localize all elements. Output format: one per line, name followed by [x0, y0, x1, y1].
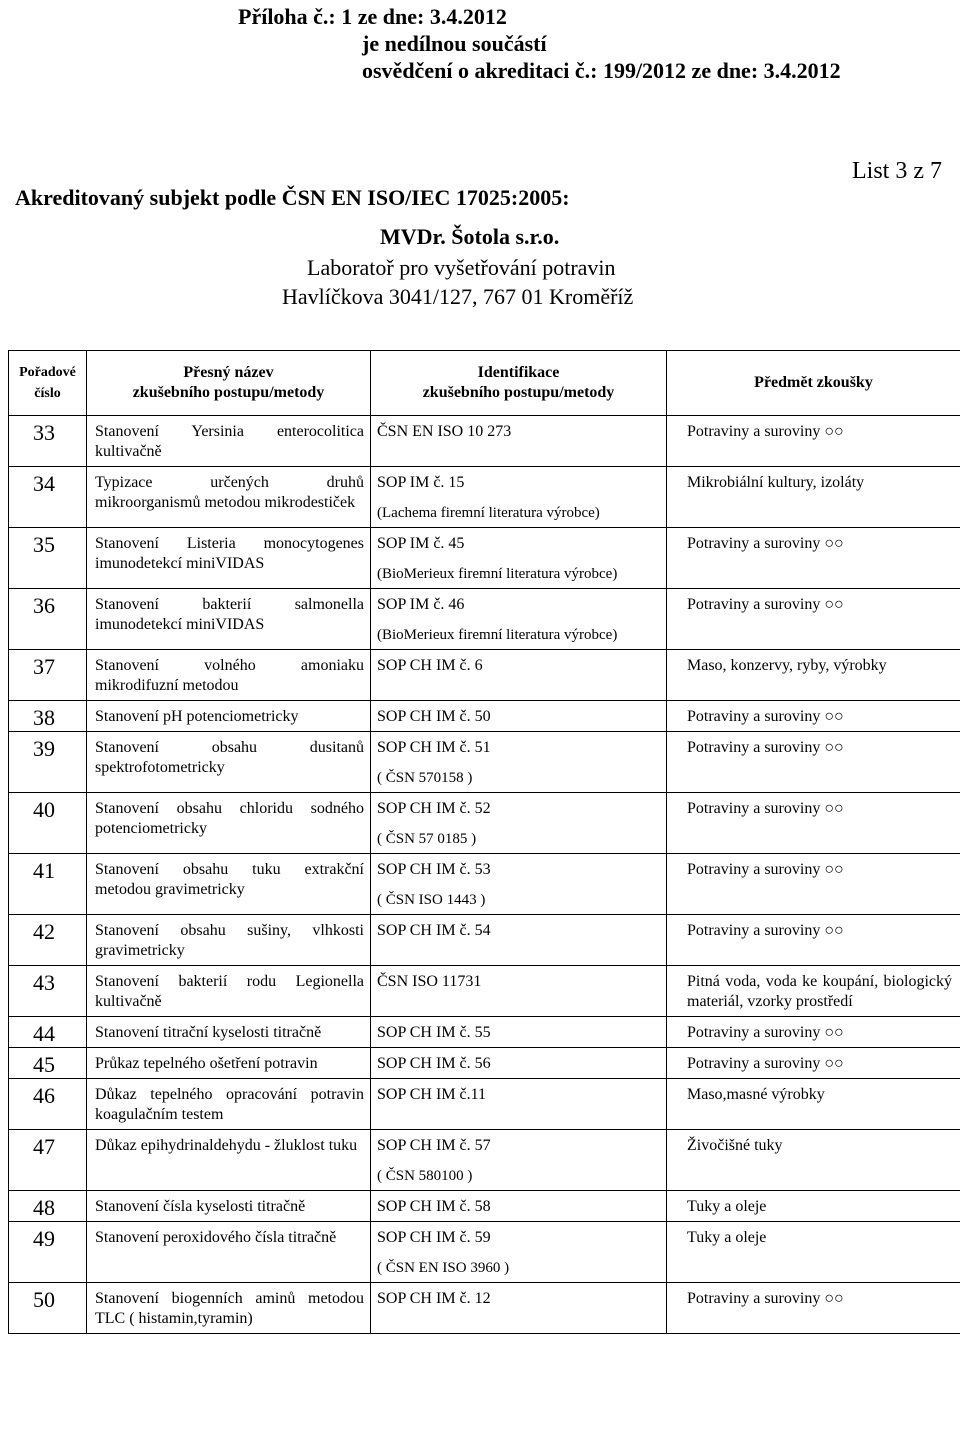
table-row [9, 1222, 960, 1283]
method-id-code: ČSN ISO 11731 [377, 973, 482, 990]
row-number: 34 [9, 467, 87, 528]
test-subject: Potraviny a suroviny ○○ [667, 701, 960, 732]
table-row [9, 1017, 960, 1048]
column-header-number-line1: Pořadové [19, 365, 76, 380]
table-row [9, 793, 960, 854]
method-identification [371, 793, 667, 854]
laboratory-name: Laboratoř pro vyšetřování potravin [307, 255, 616, 280]
method-name: Stanovení obsahu chloridu sodného potenciometricky [87, 793, 371, 854]
method-name: Typizace určených druhů mikroorganismů metodou mikrodestiček [87, 467, 371, 528]
column-header-identification-line1: Identifikace [477, 364, 560, 381]
method-name: Stanovení obsahu dusitanů spektrofotometricky [87, 732, 371, 793]
test-subject: Mikrobiální kultury, izoláty [667, 467, 960, 528]
annex-line: Příloha č.: 1 ze dne: 3.4.2012 [238, 4, 507, 29]
test-subject: Potraviny a suroviny ○○ [667, 1283, 960, 1334]
method-identification [371, 650, 667, 701]
organization-name: MVDr. Šotola s.r.o. [380, 224, 560, 249]
column-header-subject [667, 351, 960, 416]
method-id-code: SOP IM č. 15 [377, 474, 465, 491]
test-subject: Tuky a oleje [667, 1222, 960, 1283]
method-name: Důkaz tepelného opracování potravin koagulačním testem [87, 1079, 371, 1130]
test-subject: Potraviny a suroviny ○○ [667, 416, 960, 467]
row-number: 41 [9, 854, 87, 915]
row-number: 46 [9, 1079, 87, 1130]
method-id-code: SOP CH IM č. 6 [377, 657, 483, 674]
method-name: Průkaz tepelného ošetření potravin [87, 1048, 371, 1079]
method-id-code: SOP CH IM č. 12 [377, 1290, 491, 1307]
test-subject: Maso,masné výrobky [667, 1079, 960, 1130]
method-id-code: SOP IM č. 45 [377, 535, 465, 552]
table-row [9, 1079, 960, 1130]
method-name: Stanovení obsahu tuku extrakční metodou gravimetricky [87, 854, 371, 915]
method-id-code: SOP CH IM č. 50 [377, 708, 491, 725]
laboratory-address: Havlíčkova 3041/127, 767 01 Kroměříž [282, 284, 634, 309]
test-subject: Potraviny a suroviny ○○ [667, 528, 960, 589]
table-row [9, 732, 960, 793]
method-identification [371, 1191, 667, 1222]
method-identification [371, 966, 667, 1017]
method-id-code: ČSN EN ISO 10 273 [377, 423, 512, 440]
table-row [9, 915, 960, 966]
test-subject: Maso, konzervy, ryby, výrobky [667, 650, 960, 701]
method-identification [371, 1283, 667, 1334]
method-id-code: SOP CH IM č. 53 [377, 861, 491, 878]
method-identification [371, 1048, 667, 1079]
row-number: 42 [9, 915, 87, 966]
table-row [9, 467, 960, 528]
row-number: 38 [9, 701, 87, 732]
method-identification [371, 1130, 667, 1191]
method-identification [371, 915, 667, 966]
column-header-name-line2: zkušebního postupu/metody [132, 384, 325, 401]
table-header-row [9, 351, 960, 416]
method-id-source: (BioMerieux firemní literatura výrobce) [377, 566, 618, 582]
table-row [9, 701, 960, 732]
row-number: 45 [9, 1048, 87, 1079]
test-subject: Pitná voda, voda ke koupání, biologický materiál, vzorky prostředí [667, 966, 960, 1017]
row-number: 37 [9, 650, 87, 701]
method-id-code: SOP CH IM č. 59 [377, 1229, 491, 1246]
test-subject: Živočišné tuky [667, 1130, 960, 1191]
method-name: Stanovení Listeria monocytogenes imunodetekcí miniVIDAS [87, 528, 371, 589]
column-header-number-line2: číslo [34, 386, 61, 401]
method-id-source: (BioMerieux firemní literatura výrobce) [377, 627, 618, 643]
row-number: 39 [9, 732, 87, 793]
method-id-code: SOP CH IM č. 58 [377, 1198, 491, 1215]
row-number: 43 [9, 966, 87, 1017]
certificate-line: osvědčení o akreditaci č.: 199/2012 ze dne: 3.4.2012 [362, 58, 841, 83]
row-number: 48 [9, 1191, 87, 1222]
table-row [9, 650, 960, 701]
method-id-code: SOP CH IM č. 55 [377, 1024, 491, 1041]
test-subject: Potraviny a suroviny ○○ [667, 1048, 960, 1079]
method-id-source: ( ČSN 57 0185 ) [377, 831, 477, 847]
table-row [9, 854, 960, 915]
method-id-code: SOP IM č. 46 [377, 596, 465, 613]
method-name: Stanovení Yersinia enterocolitica kultivačně [87, 416, 371, 467]
method-id-code: SOP CH IM č.11 [377, 1086, 487, 1103]
method-identification [371, 416, 667, 467]
row-number: 47 [9, 1130, 87, 1191]
row-number: 33 [9, 416, 87, 467]
column-header-identification [371, 351, 667, 416]
method-name: Stanovení obsahu sušiny, vlhkosti gravimetricky [87, 915, 371, 966]
table-row [9, 1283, 960, 1334]
annex-part-line: je nedílnou součástí [362, 31, 547, 56]
methods-table [8, 350, 960, 1334]
method-id-code: SOP CH IM č. 54 [377, 922, 491, 939]
table-row [9, 1048, 960, 1079]
method-identification [371, 732, 667, 793]
method-identification [371, 1079, 667, 1130]
test-subject: Potraviny a suroviny ○○ [667, 854, 960, 915]
method-identification [371, 589, 667, 650]
table-row [9, 589, 960, 650]
table-row [9, 966, 960, 1017]
table-body [9, 416, 960, 1334]
method-id-code: SOP CH IM č. 51 [377, 739, 491, 756]
column-header-subject-label: Předmět zkoušky [754, 374, 873, 391]
method-name: Stanovení pH potenciometricky [87, 701, 371, 732]
table-row [9, 1191, 960, 1222]
method-identification [371, 854, 667, 915]
test-subject: Tuky a oleje [667, 1191, 960, 1222]
method-name: Stanovení peroxidového čísla titračně [87, 1222, 371, 1283]
method-name: Stanovení volného amoniaku mikrodifuzní metodou [87, 650, 371, 701]
method-id-source: ( ČSN 580100 ) [377, 1168, 473, 1184]
row-number: 50 [9, 1283, 87, 1334]
method-identification [371, 1222, 667, 1283]
accredited-subject-line: Akreditovaný subjekt podle ČSN EN ISO/IEC 17025:2005: [15, 185, 570, 210]
column-header-identification-line2: zkušebního postupu/metody [422, 384, 615, 401]
column-header-name [87, 351, 371, 416]
method-name: Stanovení titrační kyselosti titračně [87, 1017, 371, 1048]
method-identification [371, 467, 667, 528]
method-id-source: ( ČSN 570158 ) [377, 770, 473, 786]
test-subject: Potraviny a suroviny ○○ [667, 793, 960, 854]
method-name: Stanovení bakterií rodu Legionella kultivačně [87, 966, 371, 1017]
test-subject: Potraviny a suroviny ○○ [667, 589, 960, 650]
method-identification [371, 701, 667, 732]
method-name: Důkaz epihydrinaldehydu - žluklost tuku [87, 1130, 371, 1191]
row-number: 44 [9, 1017, 87, 1048]
method-name: Stanovení biogenních aminů metodou TLC ( histamin,tyramin) [87, 1283, 371, 1334]
test-subject: Potraviny a suroviny ○○ [667, 732, 960, 793]
method-id-code: SOP CH IM č. 57 [377, 1137, 491, 1154]
row-number: 40 [9, 793, 87, 854]
page-number: List 3 z 7 [852, 158, 942, 184]
row-number: 36 [9, 589, 87, 650]
method-id-code: SOP CH IM č. 52 [377, 800, 491, 817]
row-number: 35 [9, 528, 87, 589]
method-id-source: ( ČSN EN ISO 3960 ) [377, 1260, 510, 1276]
table-row [9, 1130, 960, 1191]
test-subject: Potraviny a suroviny ○○ [667, 1017, 960, 1048]
method-id-source: ( ČSN ISO 1443 ) [377, 892, 486, 908]
method-id-code: SOP CH IM č. 56 [377, 1055, 491, 1072]
test-subject: Potraviny a suroviny ○○ [667, 915, 960, 966]
method-identification [371, 1017, 667, 1048]
column-header-number [9, 351, 87, 416]
table-row [9, 416, 960, 467]
method-name: Stanovení bakterií salmonella imunodetekcí miniVIDAS [87, 589, 371, 650]
method-id-source: (Lachema firemní literatura výrobce) [377, 505, 600, 521]
method-name: Stanovení čísla kyselosti titračně [87, 1191, 371, 1222]
column-header-name-line1: Přesný název [183, 364, 274, 381]
row-number: 49 [9, 1222, 87, 1283]
table-row [9, 528, 960, 589]
method-identification [371, 528, 667, 589]
